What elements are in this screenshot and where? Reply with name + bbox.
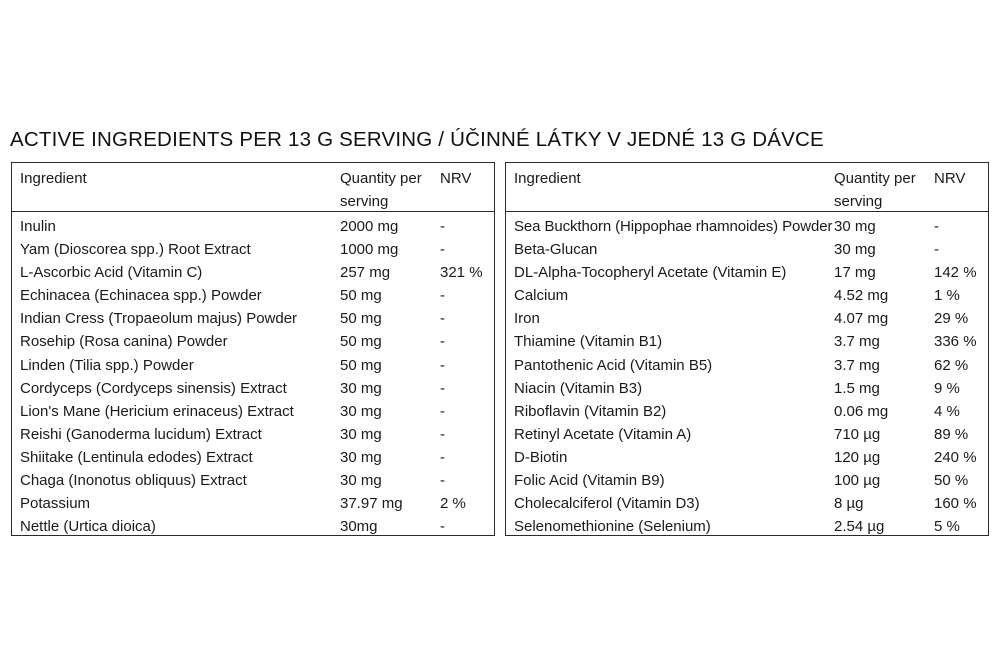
ingredient-cell: Nettle (Urtica dioica) [20,518,156,536]
table-row [12,284,494,307]
quantity-cell: 50 mg [340,333,382,351]
ingredient-cell: Rosehip (Rosa canina) Powder [20,333,228,351]
table-row [506,377,988,400]
quantity-cell: 0.06 mg [834,402,889,420]
quantity-cell: 1.5 mg [834,379,880,397]
quantity-cell: 710 µg [834,425,881,443]
ingredient-cell: Iron [514,310,540,328]
ingredient-cell: Beta-Glucan [514,241,598,259]
quantity-cell: 50 mg [340,356,382,374]
nrv-cell: 321 % [440,264,483,282]
quantity-cell: 257 mg [340,264,391,282]
table-row [12,492,494,515]
table-row [506,469,988,492]
ingredient-cell: Pantothenic Acid (Vitamin B5) [514,356,713,374]
nrv-cell: - [440,448,445,466]
table-row [506,284,988,307]
nrv-cell: - [440,241,445,259]
ingredient-cell: Calcium [514,287,569,305]
header-nrv: NRV [440,170,472,187]
table-header [506,163,988,212]
quantity-cell: 50 mg [340,310,382,328]
quantity-cell: 4.07 mg [834,310,889,328]
quantity-cell: 30mg [340,518,378,536]
ingredient-cell: Linden (Tilia spp.) Powder [20,356,194,374]
nrv-cell: 4 % [934,402,960,420]
ingredient-cell: Lion's Mane (Hericium erinaceus) Extract [20,402,294,420]
quantity-cell: 1000 mg [340,241,399,259]
nrv-cell: 240 % [934,448,977,466]
quantity-cell: 50 mg [340,287,382,305]
page-title: ACTIVE INGREDIENTS PER 13 G SERVING / ÚČINNÉ LÁTKY V JEDNÉ 13 G DÁVCE [10,128,824,151]
table-row [12,215,494,238]
quantity-cell: 8 µg [834,495,864,513]
quantity-cell: 17 mg [834,264,876,282]
quantity-cell: 30 mg [834,241,876,259]
header-quantity-line2: serving [340,193,389,210]
nrv-cell: 89 % [934,425,969,443]
nrv-cell: - [440,218,445,235]
quantity-cell: 2000 mg [340,218,399,235]
ingredient-cell: Indian Cress (Tropaeolum majus) Powder [20,310,298,328]
left-ingredients-table [11,162,495,536]
ingredient-cell: Folic Acid (Vitamin B9) [514,472,665,490]
table-row [12,469,494,492]
quantity-cell: 100 µg [834,472,881,490]
header-quantity [834,167,930,213]
header-quantity-line2: serving [834,193,883,210]
table-row [12,261,494,284]
table-row [506,330,988,353]
table-row [506,423,988,446]
quantity-cell: 30 mg [340,472,382,490]
quantity-cell: 120 µg [834,448,881,466]
table-row [506,307,988,330]
nrv-cell: 142 % [934,264,977,282]
nrv-cell: 2 % [440,495,466,513]
nrv-cell: - [440,402,445,420]
table-body [506,215,988,538]
nrv-cell: - [440,310,445,328]
header-quantity-line1: Quantity per [834,170,916,187]
header-ingredient: Ingredient [20,170,87,187]
table-row [12,423,494,446]
table-row [12,330,494,353]
table-row [12,446,494,469]
table-row [506,400,988,423]
ingredient-cell: Sea Buckthorn (Hippophae rhamnoides) Powder [514,218,833,235]
table-header [12,163,494,212]
table-body [12,215,494,538]
ingredient-cell: DL-Alpha-Tocopheryl Acetate (Vitamin E) [514,264,787,282]
quantity-cell: 30 mg [340,425,382,443]
header-quantity-line1: Quantity per [340,170,422,187]
table-row [506,492,988,515]
ingredient-cell: L-Ascorbic Acid (Vitamin C) [20,264,203,282]
table-row [12,307,494,330]
table-row [506,446,988,469]
table-row [12,377,494,400]
header-quantity [340,167,436,213]
ingredient-cell: Cholecalciferol (Vitamin D3) [514,495,700,513]
table-row [12,238,494,261]
quantity-cell: 37.97 mg [340,495,403,513]
nrv-cell: - [440,518,445,536]
ingredient-cell: Echinacea (Echinacea spp.) Powder [20,287,262,305]
table-row [506,515,988,538]
nrv-cell: - [440,379,445,397]
table-row [506,215,988,238]
ingredient-cell: Niacin (Vitamin B3) [514,379,643,397]
nrv-cell: 336 % [934,333,977,351]
ingredient-cell: Selenomethionine (Selenium) [514,518,711,536]
nrv-cell: 160 % [934,495,977,513]
ingredient-cell: Reishi (Ganoderma lucidum) Extract [20,425,262,443]
right-ingredients-table [505,162,989,536]
quantity-cell: 4.52 mg [834,287,889,305]
header-ingredient: Ingredient [514,170,581,187]
nrv-cell: 50 % [934,472,969,490]
table-row [12,354,494,377]
quantity-cell: 2.54 µg [834,518,885,536]
ingredient-cell: Inulin [20,218,56,235]
nrv-cell: 5 % [934,518,960,536]
nrv-cell: - [440,472,445,490]
quantity-cell: 30 mg [340,379,382,397]
table-row [12,400,494,423]
nrv-cell: 1 % [934,287,960,305]
ingredient-cell: D-Biotin [514,448,568,466]
table-row [506,354,988,377]
nrv-cell: 9 % [934,379,960,397]
nrv-cell: 29 % [934,310,969,328]
ingredient-cell: Thiamine (Vitamin B1) [514,333,663,351]
nrv-cell: - [934,241,939,259]
ingredient-cell: Cordyceps (Cordyceps sinensis) Extract [20,379,287,397]
nrv-cell: - [440,425,445,443]
header-nrv: NRV [934,170,966,187]
table-row [506,238,988,261]
ingredient-cell: Chaga (Inonotus obliquus) Extract [20,472,247,490]
quantity-cell: 3.7 mg [834,333,880,351]
nrv-cell: 62 % [934,356,969,374]
quantity-cell: 30 mg [834,218,876,235]
ingredient-cell: Potassium [20,495,91,513]
table-row [12,515,494,538]
ingredient-cell: Yam (Dioscorea spp.) Root Extract [20,241,251,259]
nrv-cell: - [440,356,445,374]
nrv-cell: - [440,287,445,305]
ingredient-cell: Retinyl Acetate (Vitamin A) [514,425,692,443]
ingredient-cell: Shiitake (Lentinula edodes) Extract [20,448,253,466]
quantity-cell: 3.7 mg [834,356,880,374]
quantity-cell: 30 mg [340,402,382,420]
quantity-cell: 30 mg [340,448,382,466]
table-row [506,261,988,284]
nrv-cell: - [934,218,939,235]
nrv-cell: - [440,333,445,351]
ingredient-cell: Riboflavin (Vitamin B2) [514,402,667,420]
